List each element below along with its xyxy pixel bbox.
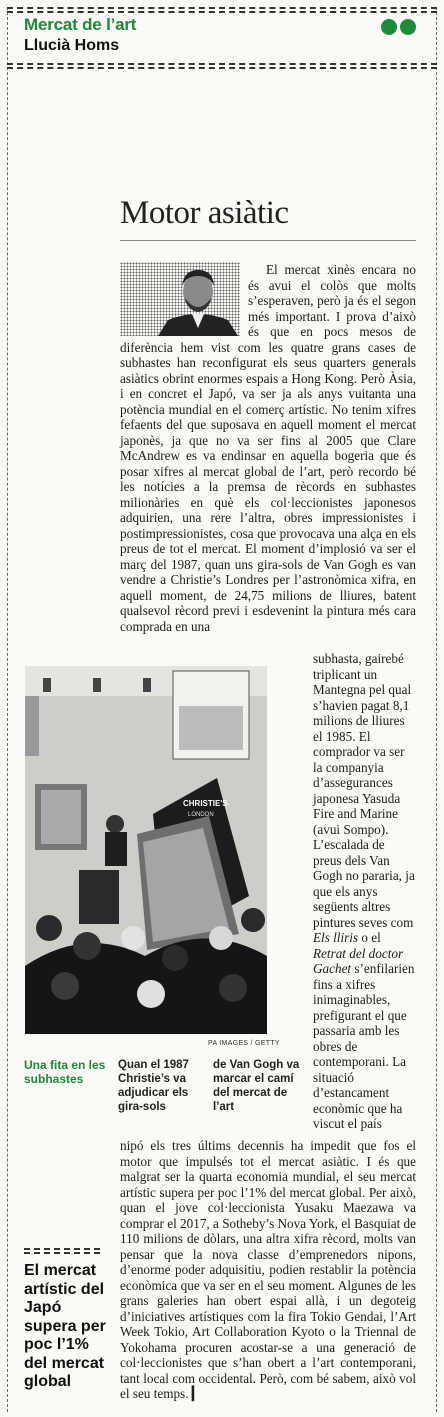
author-name: Llucià Homs: [24, 37, 120, 54]
title-retrat-gachet: Retrat del doctor Gachet: [313, 945, 404, 976]
article-title: Motor asiàtic: [120, 195, 289, 231]
para2-a: subhasta, gairebé triplicant un Mantegna pel qual s’havien pagat 8,1 milions de lliures el 1985. El comprador va ser la companyia d’assegurances japonesa Yasuda Fire and Marine (avui Sompo). L’escalada de preus dels Van Gogh no pararia, ja que els anys següents altres pintures seves com: [313, 651, 415, 930]
pullquote-rule-2: [24, 1252, 100, 1254]
pullquote: El mercat artístic del Japó supera per poc l’1% del mercat global: [24, 1262, 106, 1390]
para2-b: o el: [358, 930, 381, 945]
article-paragraph-2: [313, 651, 416, 1132]
pullquote-rule: [24, 1248, 100, 1250]
portrait-illustration: [138, 262, 240, 336]
title-rule: [120, 240, 416, 241]
para3-text: nipó els tres últims decennis ha impedit que fos el motor que impulsés tot el mercat asiàtic. I és que malgrat ser la quarta economia mundial, el seu mercat artístic supera per poc l’1% del mercat global. Per això, quan el jove col·leccionista Yusaku Maezawa va comprar el 2017, a Sotheby’s Nova York, el Basquiat de 110 milions de dòlars, una altra xifra rècord, molts van pensar que la nova classe d’emprenedors nipons, d’enorme poder adquisitiu, podien restablir la potència econòmica que va ser en el seu moment. Algunes de les grans galeries han obert espai allà, i un degoteig d’iniciatives artístiques com la fira Tokio Gendai, l’Art Week Tokio, Art Collaboration Kyoto o la Triennal de Yokohama procuren acostar-se a una generació de col·leccionistes que s’han obert a l’art contemporani, tant local com occidental. Però, com bé sabem, això vol el seu temps.: [120, 1138, 416, 1401]
auction-photo-illustration: [25, 666, 267, 1034]
header-rule-2: [7, 67, 437, 69]
column-dots: [378, 19, 416, 40]
dot-icon: [400, 19, 416, 35]
paragraph-1-text: El mercat xinès encara no és avui el colòs que molts s’esperaven, però ja és el segon més important. I prova d’això és que en pocs mesos de diferència hem vist com les quatre grans cases de subhastes han reconfigurat els seus quarters generals asiàtics obrint enormes espais a Hong Kong. Però Àsia, i en concret el Japó, va ser ja als anys vuitanta una potència mundial en el comerç artístic. No tenim xifres fefaents del que suposava en aquell moment el mercat japonès, ja que no va ser fins al 2005 que Clare McAndrew es va endinsar en aquella bogeria que és posar xifres al mercat global de l’art, però recordo bé les notícies a la premsa de rècords en subhastes milionàries en què els col·leccionistes japonesos adquirien, una rere l’altra, obres impressionistes i postimpressionistes, cosa que provocava una alça en els preus de tot el mercat. El moment d’implosió va ser el març del 1987, quan uns gira-sols de Van Gogh es van vendre a Christie’s Londres per l’astronòmica xifra, en aquell moment, de 24,75 milions de lliures, batent qualsevol rècord previ i esdevenint la pintura més cara comprada en una: [120, 262, 416, 634]
sign-sub: LONDON: [188, 812, 214, 818]
title-els-lliris: Els lliris: [313, 930, 359, 945]
photo-credit: PA IMAGES / GETTY: [208, 1040, 280, 1047]
author-portrait: [120, 262, 240, 336]
article-paragraph-1: [120, 262, 416, 634]
caption-col-2: de Van Gogh va marcar el camí del mercat de l’art: [213, 1059, 300, 1113]
top-rule-2: [7, 11, 437, 13]
top-rule: [7, 7, 437, 9]
end-mark-icon: ▎: [191, 1386, 202, 1401]
section-label: Mercat de l’art: [24, 15, 137, 34]
caption-col-1: Quan el 1987 Christie’s va adjudicar els gira-sols: [118, 1059, 189, 1113]
para2-c: s’enfilarien fins a xifres inimaginables, prefigurant el que passaria amb les obres de contemporani. La situació d’estancament econòmic que ha viscut el país: [313, 961, 415, 1131]
header-rule: [7, 63, 437, 65]
article-paragraph-3: [120, 1138, 416, 1402]
auction-photo: [25, 666, 267, 1034]
dot-icon: [381, 19, 397, 35]
caption-title: Una fita en les subhastes: [24, 1058, 106, 1086]
sign-text: CHRISTIE'S: [183, 799, 228, 808]
